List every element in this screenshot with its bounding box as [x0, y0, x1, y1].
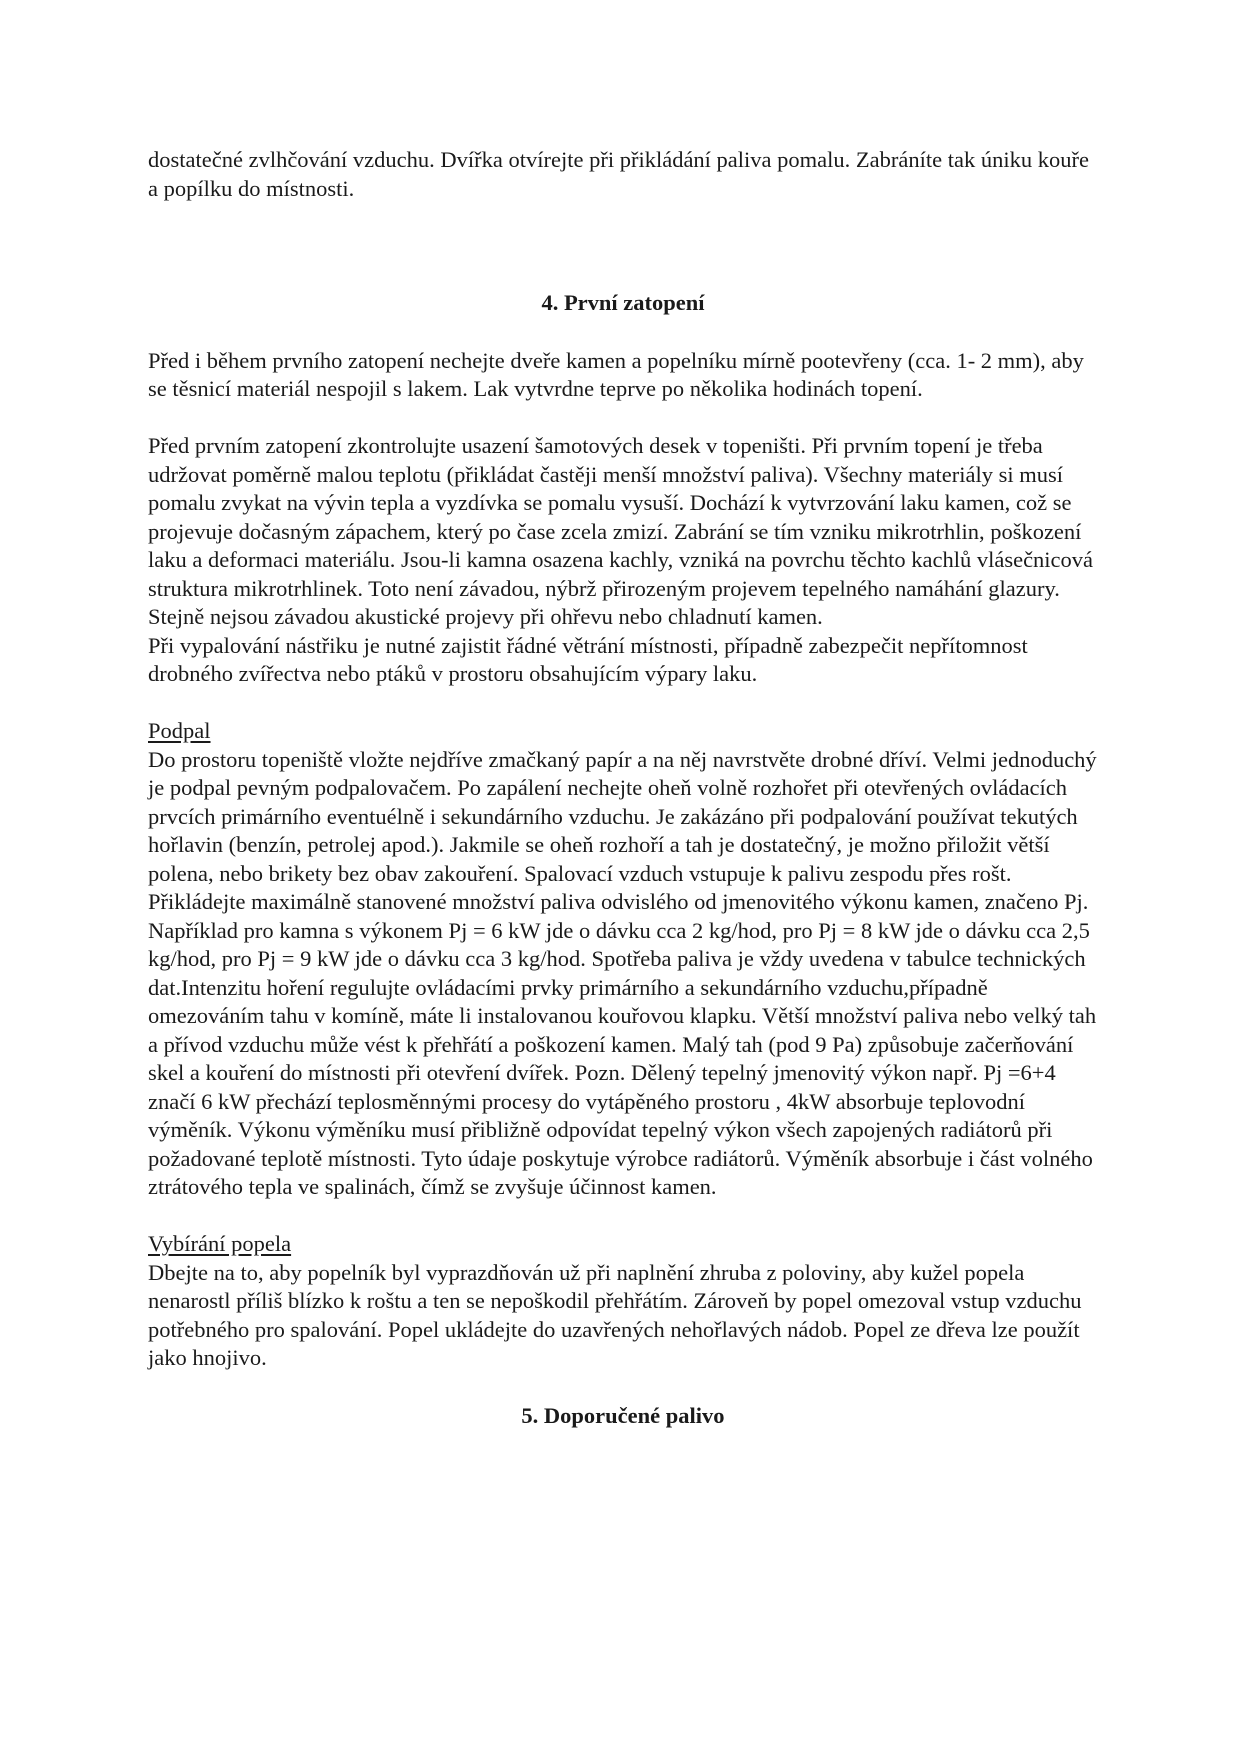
- vybirani-popela-paragraph: Dbejte na to, aby popelník byl vyprazdňován už při naplnění zhruba z poloviny, aby kužel popela nenarostl příliš blízko k roštu a ten se nepoškodil přehřátím. Zároveň by popel omezoval vstup vzduchu potřebného pro spalování. Popel ukládejte do uzavřených nehořlavých nádob. Popel ze dřeva lze použít jako hnojivo.: [148, 1259, 1082, 1370]
- intro-paragraph: dostatečné zvlhčování vzduchu. Dvířka otvírejte při přikládání paliva pomalu. Zabráníte tak úniku kouře a popílku do místnosti.: [148, 147, 1089, 201]
- section-5-heading: 5. Doporučené palivo: [521, 1402, 725, 1428]
- vybirani-popela-subheading: Vybírání popela: [148, 1231, 292, 1256]
- podpal-paragraph: Do prostoru topeniště vložte nejdříve zmačkaný papír a na něj navrstvěte drobné dříví. Velmi jednoduchý je podpal pevným podpalovačem. Po zapálení nechejte oheň volně rozhořet při otevřených ovládacích prvcích primárního eventuélně i sekundárního vzduchu. Je zakázáno při podpalování používat tekutých hořlavin (benzín, petrolej apod.). Jakmile se oheň rozhoří a tah je dostatečný, je možno přiložit větší polena, nebo brikety bez obav zakouření. Spalovací vzduch vstupuje k palivu zespodu přes rošt. Přikládejte maximálně stanovené množství paliva odvislého od jmenovitého výkonu kamen, značeno Pj. Například pro kamna s výkonem Pj = 6 kW jde o dávku cca 2 kg/hod, pro Pj = 8 kW jde o dávku cca 2,5 kg/hod, pro Pj = 9 kW jde o dávku cca 3 kg/hod. Spotřeba paliva je vždy uvedena v tabulce technických dat.Intenzitu hoření regulujte ovládacími prvky primárního a sekundárního vzduchu,případně omezováním tahu v komíně, máte li instalovanou kouřovou klapku. Větší množství paliva nebo velký tah a přívod vzduchu může vést k přehřátí a poškození kamen. Malý tah (pod 9 Pa) způsobuje začerňování skel a kouření do místnosti při otevření dvířek. Pozn. Dělený tepelný jmenovitý výkon např. Pj =6+4 značí 6 kW přechází teplosměnnými procesy do vytápěného prostoru , 4kW absorbuje teplovodní výměník. Výkonu výměníku musí přibližně odpovídat tepelný výkon všech zapojených radiátorů při požadované teplotě místnosti. Tyto údaje poskytuje výrobce radiátorů. Výměník absorbuje i část volného ztrátového tepla ve spalinách, čímž se zvyšuje účinnost kamen.: [148, 746, 1097, 1199]
- page-content: [148, 146, 1098, 1430]
- section-4-paragraph-2: Před prvním zatopení zkontrolujte usazení šamotových desek v topeništi. Při prvním topení je třeba udržovat poměrně malou teplotu (přikládat častěji menší množství paliva). Všechny materiály si musí pomalu zvykat na vývin tepla a vyzdívka se pomalu vysuší. Dochází k vytvrzování laku kamen, což se projevuje dočasným zápachem, který po čase zcela zmizí. Zabrání se tím vzniku mikrotrhlin, poškození laku a deformaci materiálu. Jsou-li kamna osazena kachly, vzniká na povrchu těchto kachlů vlásečnicová struktura mikrotrhlinek. Toto není závadou, nýbrž přirozeným projevem tepelného namáhání glazury. Stejně nejsou závadou akustické projevy při ohřevu nebo chladnutí kamen.: [148, 433, 1094, 629]
- podpal-subheading: Podpal: [148, 718, 211, 743]
- paragraph-spacer: [148, 1202, 1098, 1231]
- section-4-paragraph-3: Při vypalování nástřiku je nutné zajistit řádné větrání místnosti, případně zabezpečit nepřítomnost drobného zvířectva nebo ptáků v prostoru obsahujícím výpary laku.: [148, 632, 1028, 686]
- section-4-paragraph-1: Před i během prvního zatopení nechejte dveře kamen a popelníku mírně pootevřeny (cca. 1- 2 mm), aby se těsnicí materiál nespojil s lakem. Lak vytvrdne teprve po několika hodinách topení.: [148, 347, 1084, 401]
- section-4-heading: 4. První zatopení: [541, 290, 705, 315]
- paragraph-spacer: [148, 404, 1098, 433]
- paragraph-spacer: [148, 689, 1098, 718]
